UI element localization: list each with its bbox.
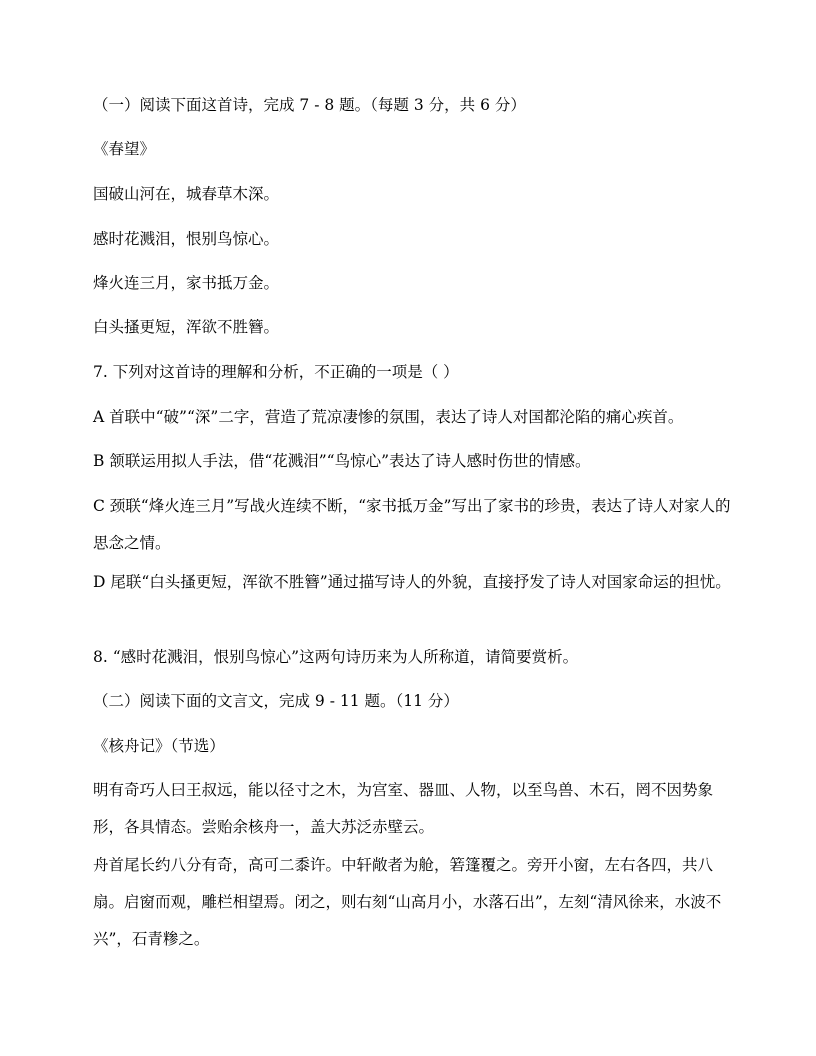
- poem-line-1: 国破山河在，城春草木深。: [93, 185, 280, 203]
- poem-line-4: 白头搔更短，浑欲不胜簪。: [93, 318, 280, 336]
- poem-title: 《春望》: [93, 140, 156, 158]
- poem-line-3: 烽火连三月，家书抵万金。: [93, 274, 280, 292]
- prose-paragraph-2: 舟首尾长约八分有奇，高可二黍许。中轩敞者为舱，箬篷覆之。旁开小窗，左右各四，共八扇。启窗而观，雕栏相望焉。闭之，则右刻“山高月小，水落石出”，左刻“清风徐来，水波不兴”，石青糁之。: [93, 856, 722, 948]
- poem-line-2: 感时花溅泪，恨别鸟惊心。: [93, 230, 280, 248]
- question-7-option-c: C 颈联“烽火连三月”写战火连续不断，“家书抵万金”写出了家书的珍贵，表达了诗人对家人的思念之情。: [93, 497, 731, 552]
- section1-heading: （一）阅读下面这首诗，完成 7 - 8 题。（每题 3 分，共 6 分）: [93, 96, 526, 114]
- question-7-option-a: A 首联中“破”“深”二字，营造了荒凉凄惨的氛围，表达了诗人对国都沦陷的痛心疾首。: [93, 408, 684, 426]
- question-7-option-d: D 尾联“白头搔更短，浑欲不胜簪”通过描写诗人的外貌，直接抒发了诗人对国家命运的担忧。: [93, 573, 731, 591]
- question-7-option-b: B 颔联运用拟人手法，借“花溅泪”“鸟惊心”表达了诗人感时伤世的情感。: [93, 452, 591, 470]
- question-8-stem: 8. “感时花溅泪，恨别鸟惊心”这两句诗历来为人所称道，请简要赏析。: [93, 648, 579, 666]
- section2-heading: （二）阅读下面的文言文，完成 9 - 11 题。（11 分）: [93, 692, 459, 710]
- prose-title: 《核舟记》（节选）: [93, 737, 225, 755]
- prose-paragraph-1: 明有奇巧人曰王叔远，能以径寸之木，为宫室、器皿、人物，以至鸟兽、木石，罔不因势象形，各具情态。尝贻余核舟一，盖大苏泛赤壁云。: [93, 781, 714, 836]
- question-7-stem: 7. 下列对这首诗的理解和分析，不正确的一项是（ ）: [93, 363, 459, 381]
